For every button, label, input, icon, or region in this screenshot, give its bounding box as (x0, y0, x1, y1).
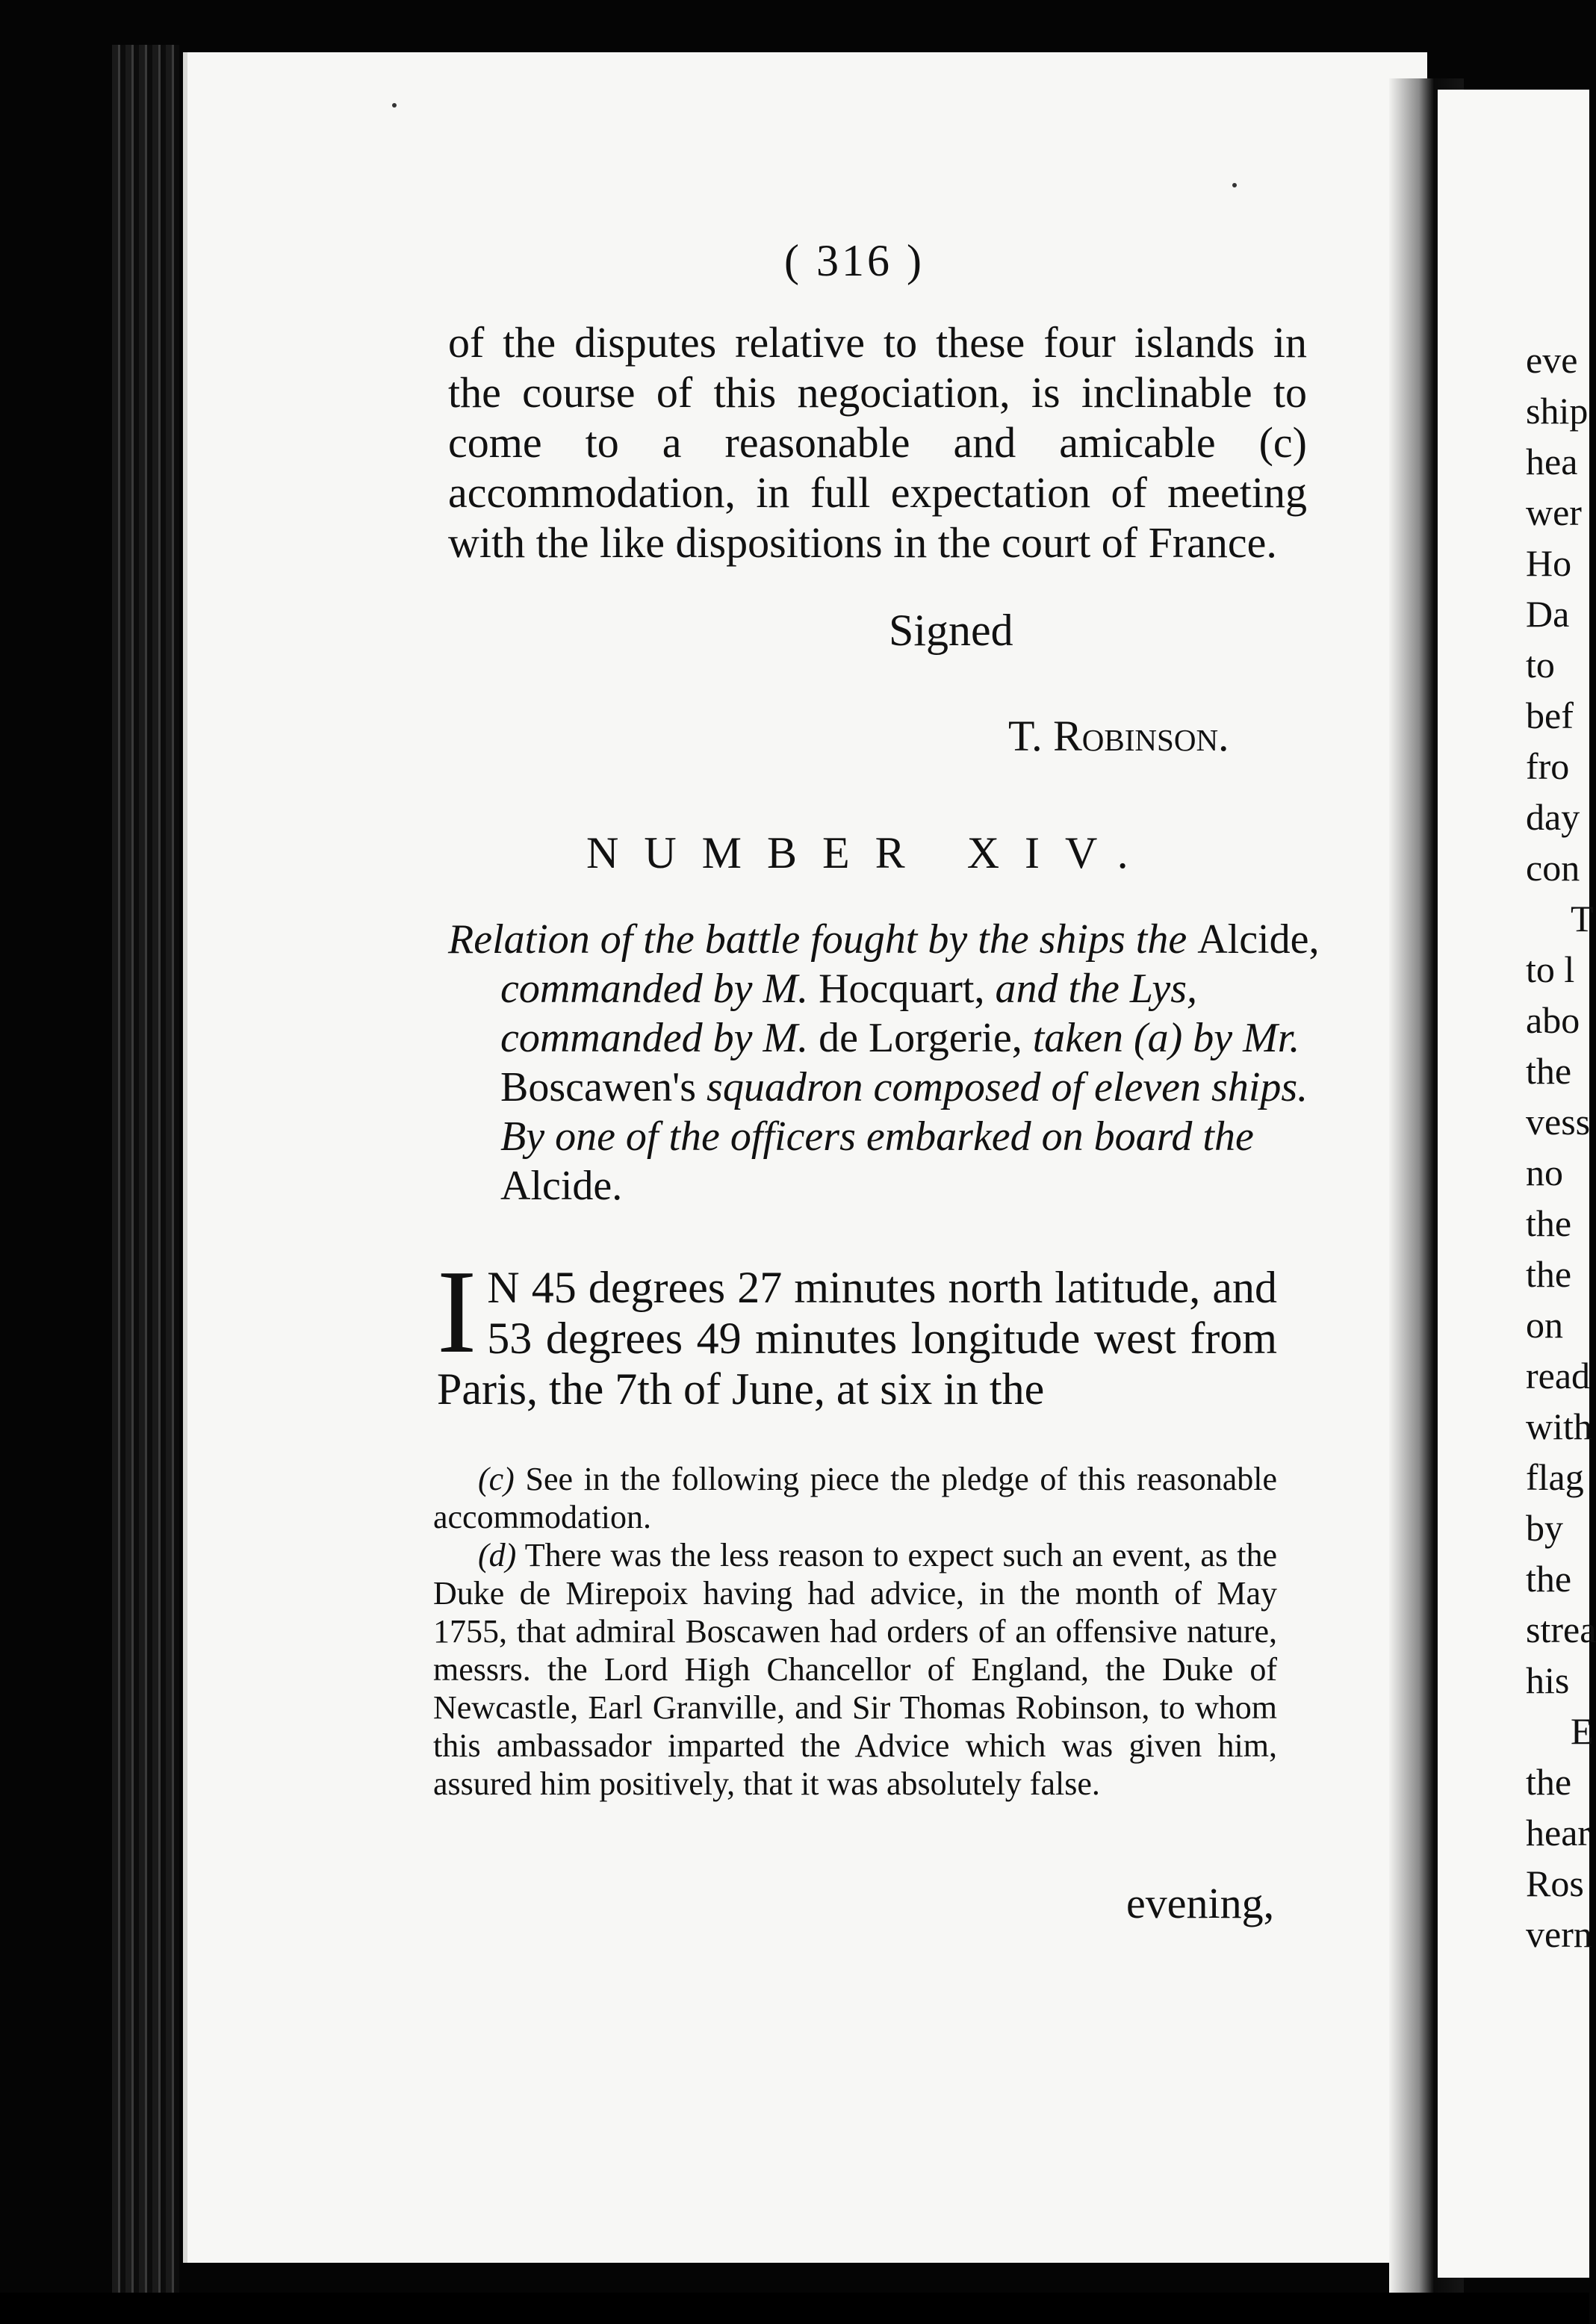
facing-line: hear (1526, 1812, 1591, 1854)
facing-line: eve (1526, 339, 1578, 381)
facing-line: the (1526, 1761, 1572, 1803)
relation-name: Hocquart, (819, 966, 985, 1012)
opening-text: of the disputes relative to these four islands in the course of this negociation, is inclinable to come to a reasonable and amicable (c) accommodation, in full expectation of meeting with the like dispositions in the court of France. (448, 318, 1307, 567)
facing-line: wer (1526, 491, 1582, 533)
facing-line: vern (1526, 1913, 1592, 1955)
footnote-text: There was the less reason to expect such an event, as the Duke de Mirepoix having had advice, in the month of May 1755, that admiral Boscawen had orders of an offensive nature, messrs. the Lord High Chancellor of England, the Duke of Newcastle, Earl Granville, and Sir Thomas Robinson, to whom this ambassador imparted the Advice which was given him, assured him positively, that it was absolutely false. (433, 1537, 1277, 1802)
facing-line: Ros (1526, 1862, 1584, 1904)
relation-name: de Lorgerie, (819, 1015, 1022, 1061)
signed-label: Signed (889, 606, 1013, 655)
facing-line: to l (1526, 948, 1575, 990)
relation-text: Relation of the battle fought by the ships the (448, 916, 1187, 963)
opening-paragraph (437, 1245, 1277, 1414)
relation-text: and the Lys, commanded by M. (500, 966, 1198, 1061)
facing-line: E (1571, 1710, 1594, 1752)
footnote-d (433, 1536, 1277, 1803)
facing-page (1438, 90, 1596, 2278)
relation-name: Boscawen's (500, 1064, 697, 1110)
facing-line: the (1526, 1202, 1572, 1244)
relation-text: commanded by M. (500, 966, 809, 1012)
facing-line: con (1526, 847, 1580, 889)
facing-line: by (1526, 1507, 1563, 1549)
drop-cap: I (437, 1245, 477, 1378)
relation-name: Alcide, (1197, 916, 1320, 963)
paragraph-text: N 45 degrees 27 minutes north latitude, and 53 degrees 49 minutes longitude west from Paris, the 7th of June, at six in the (437, 1263, 1277, 1414)
facing-line: read (1526, 1355, 1591, 1396)
facing-line: to (1526, 644, 1555, 686)
facing-line: the (1526, 1253, 1572, 1295)
relation-name: Alcide. (500, 1163, 623, 1209)
facing-line: strea (1526, 1609, 1596, 1650)
facing-line: abo (1526, 999, 1580, 1041)
scan-border-bottom (0, 2293, 1589, 2324)
footnote-key: (c) (478, 1461, 515, 1497)
catchword: evening, (1126, 1879, 1275, 1927)
footnote-text: See in the following piece the pledge of this reasonable accommodation. (433, 1461, 1277, 1535)
footnote-key: (d) (478, 1537, 517, 1573)
facing-line: hea (1526, 441, 1578, 482)
facing-line: his (1526, 1659, 1570, 1701)
footnotes (433, 1460, 1277, 1803)
facing-line: the (1526, 1558, 1572, 1600)
signatory-name: T. Robinson. (1008, 712, 1229, 760)
section-heading: NUMBER XIV. (586, 828, 1154, 877)
facing-line: on (1526, 1304, 1563, 1346)
facing-line: the (1526, 1050, 1572, 1092)
ink-speck (1232, 183, 1237, 187)
facing-line: vess (1526, 1101, 1591, 1143)
facing-line: ship (1526, 390, 1589, 432)
facing-line: Da (1526, 593, 1570, 635)
facing-line: bef (1526, 695, 1574, 736)
facing-line: day (1526, 796, 1580, 838)
facing-line: flag (1526, 1456, 1584, 1498)
ink-speck (392, 103, 397, 108)
page-number: ( 316 ) (784, 236, 925, 285)
facing-line: no (1526, 1152, 1563, 1193)
facing-line: fro (1526, 745, 1570, 787)
footnote-c (433, 1460, 1277, 1536)
facing-line: with (1526, 1405, 1592, 1447)
relation-text: taken (a) by Mr. (1032, 1015, 1300, 1061)
facing-line: T (1571, 898, 1594, 939)
relation-text: squadron composed of eleven ships. By one of the officers embarked on board the (500, 1064, 1308, 1160)
book-edge-left (112, 45, 179, 2300)
relation-title (448, 915, 1348, 1211)
facing-line: Ho (1526, 542, 1572, 584)
